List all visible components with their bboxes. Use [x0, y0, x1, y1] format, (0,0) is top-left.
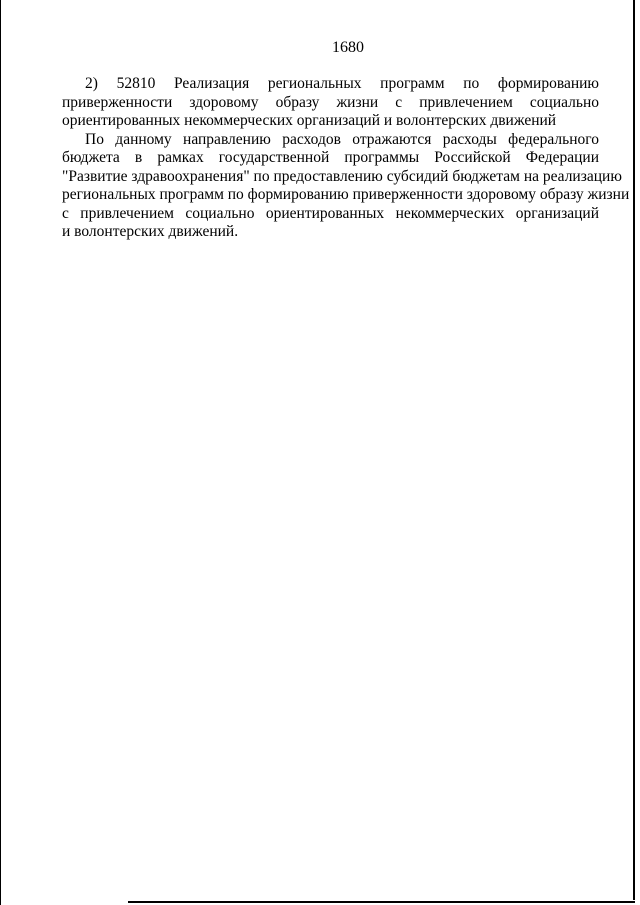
- paragraph-line: и волонтерских движений.: [62, 223, 239, 240]
- paragraph-line: региональных программ по формированию приверженности здоровому образу жизни: [62, 186, 630, 203]
- document-body: [62, 75, 630, 242]
- paragraph-line: приверженности здоровому образу жизни с привлечением социально: [62, 93, 599, 111]
- scan-edge-right: [633, 0, 635, 900]
- scan-edge-bottom: [128, 901, 635, 903]
- paragraph-line: По данному направлению расходов отражаются расходы федерального: [85, 130, 599, 148]
- page-number: 1680: [332, 39, 364, 56]
- paragraph-description: [62, 130, 630, 242]
- paragraph-code-52810: [62, 75, 599, 131]
- paragraph-line: с привлечением социально ориентированных некоммерческих организаций: [62, 204, 599, 222]
- paragraph-line: ориентированных некоммерческих организаций и волонтерских движений: [62, 112, 557, 129]
- paragraph-line: 2) 52810 Реализация региональных программ по формированию: [85, 75, 599, 92]
- scan-edge-left: [0, 0, 1, 905]
- paragraph-line: бюджета в рамках государственной программы Российской Федерации: [62, 149, 599, 166]
- paragraph-line: "Развитие здравоохранения" по предоставлению субсидий бюджетам на реализацию: [62, 167, 622, 185]
